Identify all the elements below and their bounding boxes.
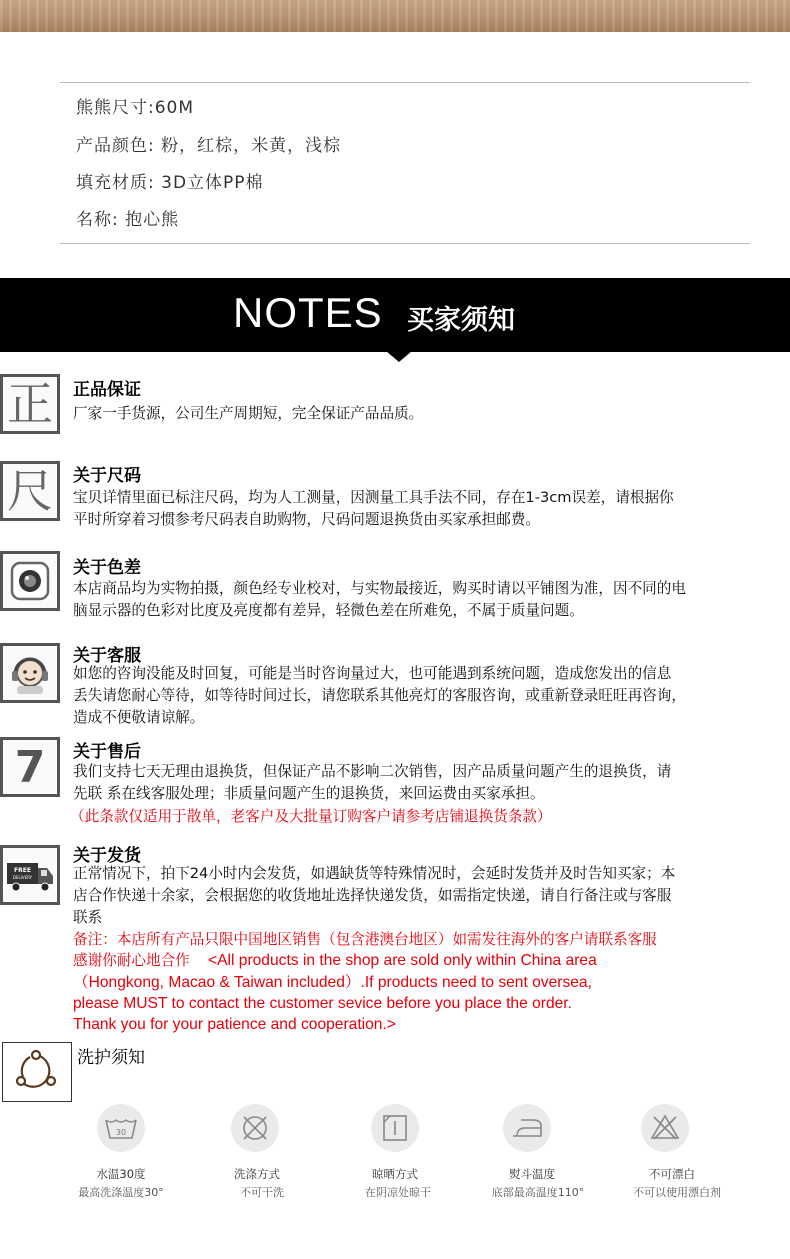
spec-colors: 产品颜色: 粉，红棕，米黄，浅棕 (76, 136, 342, 156)
no-bleach-icon (641, 1104, 689, 1152)
notes-title-en: NOTES (233, 289, 383, 336)
aftersale-text-line: 我们支持七天无理由退换货，但保证产品不影响二次销售，因产品质量问题产生的退换货，请 (73, 763, 672, 780)
spec-size: 熊熊尺寸:60M (76, 98, 195, 118)
camera-icon (0, 551, 60, 611)
shipping-title: 关于发货 (73, 846, 141, 866)
shipping-remark-line: 备注：本店所有产品只限中国地区销售（包含港澳台地区）如需发往海外的客户请联系客服 (73, 931, 657, 948)
service-text-line: 造成不便敬请谅解。 (73, 709, 205, 726)
notes-banner (0, 278, 790, 352)
aftersale-text-line: 先联 系在线客服处理；非质量问题产生的退换货，来回运费由买家承担。 (73, 785, 545, 802)
shipping-remark-en: please MUST to contact the customer sevice before you place the order. (73, 995, 572, 1012)
care-desc-wash-method: 不可干洗 (240, 1186, 284, 1199)
wood-header-strip (0, 0, 790, 32)
size-ruler-icon: 尺 (0, 461, 60, 521)
truck-label-free: FREE (14, 867, 31, 874)
truck-label-delivery: DELIVERY (12, 875, 33, 880)
no-dry-clean-icon (231, 1104, 279, 1152)
service-text-line: 丢失请您耐心等待，如等待时间过长，请您联系其他亮灯的客服咨询，或重新登录旺旺再咨询， (73, 687, 686, 704)
shipping-remark-en: <All products in the shop are sold only within China area (208, 952, 597, 969)
banner-pointer (386, 351, 412, 362)
washing-care-icon (2, 1042, 72, 1102)
size-text-line: 平时所穿着习惯参考尺码表自助购物，尺码问题退换货由买家承担邮费。 (73, 511, 541, 528)
spec-filling: 填充材质: 3D立体PP棉 (76, 173, 264, 193)
aftersale-title: 关于售后 (73, 742, 141, 762)
notes-title-cn: 买家须知 (407, 305, 515, 336)
care-name-water-temp: 水温30度 (96, 1167, 146, 1181)
shipping-text-line: 店合作快递十余家，会根据您的收货地址选择快递发货，如需指定快递，请自行备注或与客服 (73, 887, 672, 904)
size-text-line: 宝贝详情里面已标注尺码，均为人工测量，因测量工具手法不同，存在1-3cm误差，请根据你 (73, 489, 674, 506)
iron-icon (503, 1104, 551, 1152)
aftersale-notice: （此条款仅适用于散单，老客户及大批量订购客户请参考店铺退换货条款） (70, 808, 552, 825)
spec-divider-bottom (60, 243, 750, 244)
shipping-text-line: 正常情况下，拍下24小时内会发货，如遇缺货等特殊情况时，会延时发货并及时告知买家；本 (73, 865, 676, 882)
color-text-line: 脑显示器的色彩对比度及亮度都有差异，轻微色差在所难免，不属于质量问题。 (73, 602, 584, 619)
color-title: 关于色差 (73, 558, 141, 578)
care-name-dry-method: 晾晒方式 (372, 1167, 418, 1181)
care-name-iron-temp: 熨斗温度 (509, 1167, 555, 1181)
spec-name: 名称: 抱心熊 (76, 210, 180, 230)
genuine-text: 厂家一手货源，公司生产周期短，完全保证产品品质。 (73, 405, 424, 422)
spec-divider-top (60, 82, 750, 83)
wash-temp-label: 30 (115, 1128, 127, 1137)
care-desc-iron-temp: 底部最高温度110° (491, 1186, 585, 1199)
care-name-no-bleach: 不可漂白 (649, 1167, 695, 1181)
customer-service-icon (0, 643, 60, 703)
shipping-text-line: 联系 (73, 909, 103, 926)
wash-30-icon (97, 1104, 145, 1152)
care-desc-dry-method: 在阴凉处晾干 (365, 1186, 431, 1199)
size-title: 关于尺码 (73, 466, 141, 486)
care-desc-no-bleach: 不可以使用漂白剂 (633, 1186, 721, 1199)
shipping-remark-en: Thank you for your patience and cooperation.> (73, 1016, 396, 1033)
shipping-remark-line: 感谢你耐心地合作 (73, 952, 190, 969)
genuine-title: 正品保证 (73, 380, 141, 400)
shipping-remark-en: （Hongkong, Macao & Taiwan included）.If products need to sent oversea, (73, 974, 592, 991)
color-text-line: 本店商品均为实物拍摄，颜色经专业校对，与实物最接近，购买时请以平铺图为准，因不同的电 (73, 580, 686, 597)
delivery-truck-icon (0, 845, 60, 905)
seven-days-icon: 7 (0, 737, 60, 797)
genuine-icon: 正 (0, 374, 60, 434)
service-text-line: 如您的咨询没能及时回复，可能是当时咨询量过大，也可能遇到系统问题，造成您发出的信息 (73, 665, 672, 682)
shade-dry-icon (371, 1104, 419, 1152)
service-title: 关于客服 (73, 646, 141, 666)
washing-title: 洗护须知 (77, 1048, 145, 1068)
care-name-wash-method: 洗涤方式 (234, 1167, 280, 1181)
care-desc-water-temp: 最高洗涤温度30° (78, 1186, 164, 1199)
